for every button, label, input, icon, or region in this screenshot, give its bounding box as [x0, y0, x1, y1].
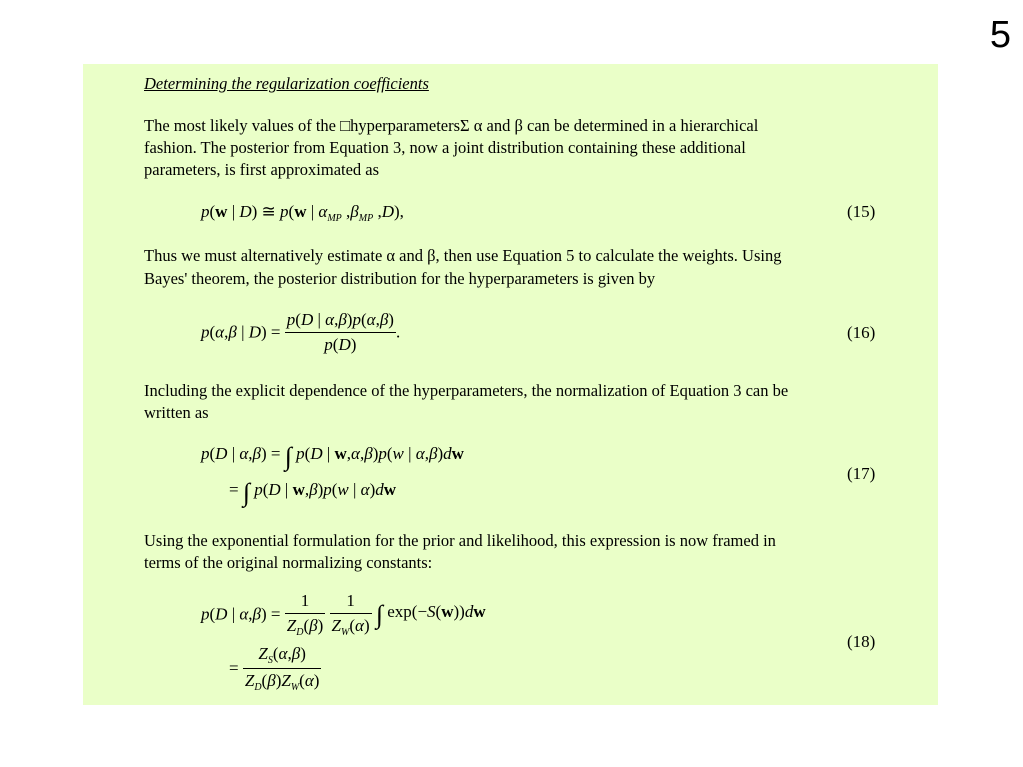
section-heading: Determining the regularization coefficients	[144, 74, 429, 93]
paragraph-1-line-2: fashion. The posterior from Equation 3, now a joint distribution containing these additional	[144, 138, 746, 157]
equation-16: p(α,β | D) = $\frac{p(D | \alpha,\beta)p(\alpha,\beta)}{p(D)}$ .	[201, 310, 401, 354]
paragraph-3-line-2: written as	[144, 403, 209, 422]
paragraph-4-line-2: terms of the original normalizing constants:	[144, 553, 433, 572]
slide-number: 5	[989, 14, 1011, 56]
equation-17-line-1: p(D | α,β) = ∫ p(D | w,α,β)p(w | α,β)dw	[201, 442, 464, 471]
equation-15-number: (15)	[847, 202, 876, 221]
equation-18-line-2: = $\frac{Z_S(\alpha,\beta)}{Z_D(\beta)Z_W(\alpha)}$	[229, 644, 320, 693]
paragraph-1-line-3: parameters, is first approximated as	[144, 160, 380, 179]
equation-18-number: (18)	[847, 632, 876, 651]
paragraph-4-line-1: Using the exponential formulation for the prior and likelihood, this expression is now framed in	[144, 531, 776, 550]
equation-16-number: (16)	[847, 323, 876, 342]
paragraph-2-line-2: Bayes' theorem, the posterior distribution for the hyperparameters is given by	[144, 269, 656, 288]
paragraph-1-line-1: The most likely values of the □hyperparametersΣ α and β can be determined in a hierarchical	[144, 116, 759, 135]
paragraph-2-line-1: Thus we must alternatively estimate α and β, then use Equation 5 to calculate the weights. Using	[144, 246, 782, 265]
equation-17-line-2: = ∫ p(D | w,β)p(w | α)dw	[229, 478, 397, 507]
paragraph-3-line-1: Including the explicit dependence of the hyperparameters, the normalization of Equation 3 can be	[144, 381, 789, 400]
equation-17-number: (17)	[847, 464, 876, 483]
content-panel	[83, 64, 938, 705]
equation-15: p(w | D) ≅ p(w | $\alpha_{MP}$ $,\beta_{MP}$ ,D),	[201, 202, 404, 224]
equation-18-line-1: p(D | α,β) = $\frac{1}{Z_D(\beta)}$ $\frac{1}{Z_W(\alpha)}$ ∫ exp(−S(w))dw	[201, 591, 486, 638]
